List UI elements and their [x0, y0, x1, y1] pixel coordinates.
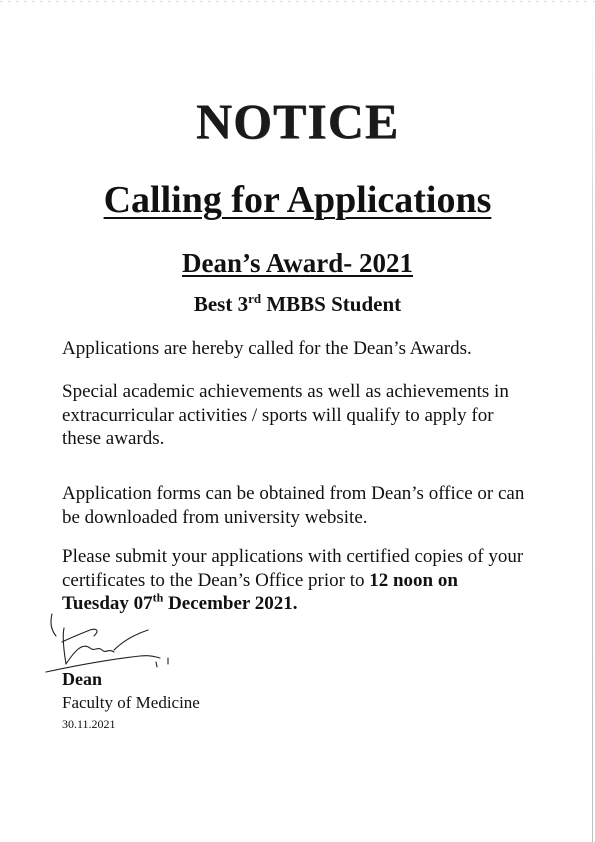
- deadline-day: Tuesday 07: [62, 593, 153, 614]
- award-subtitle-pre: Best 3: [193, 292, 249, 316]
- signer-department: Faculty of Medicine: [62, 693, 200, 712]
- scan-edge-top: [0, 1, 595, 2]
- submission-text: Please submit your applications with certified copies of your certificates to the Dean’s Office prior to: [62, 546, 524, 591]
- award-subtitle-ordinal: rd: [248, 291, 262, 306]
- award-subtitle: [0, 292, 595, 317]
- notice-heading: NOTICE: [195, 93, 400, 149]
- award-title: Dean’s Award- 2021: [182, 248, 413, 278]
- deadline-time: 12 noon on: [369, 569, 458, 591]
- deadline-rest: December 2021.: [163, 593, 298, 614]
- award-subtitle-post: MBBS Student: [261, 292, 402, 316]
- signer-title: Dean: [62, 669, 102, 689]
- page-title: Calling for Applications: [103, 179, 492, 221]
- notice-date: 30.11.2021: [62, 717, 116, 731]
- paragraph-intro: Applications are hereby called for the Dean’s Awards.: [62, 338, 472, 359]
- deadline-date: [62, 590, 298, 614]
- paragraph-forms: Application forms can be obtained from Dean’s office or can be downloaded from university website.: [62, 483, 525, 528]
- paragraph-submission: [62, 545, 537, 616]
- deadline-ordinal: th: [152, 590, 164, 605]
- paragraph-eligibility: Special academic achievements as well as achievements in extracurricular activities / sports will qualify to apply for these awards.: [62, 381, 509, 449]
